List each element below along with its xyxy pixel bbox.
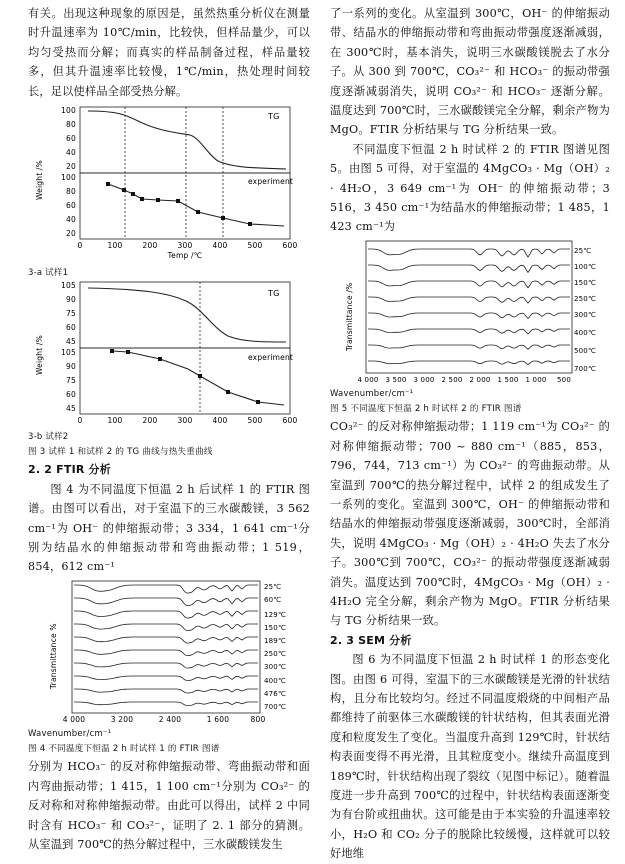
svg-text:150℃: 150℃	[264, 623, 287, 632]
svg-text:600: 600	[282, 241, 298, 251]
svg-text:4 000: 4 000	[357, 375, 379, 384]
svg-text:20: 20	[66, 162, 76, 172]
svg-text:500: 500	[557, 375, 571, 384]
spectrum-trace	[368, 361, 570, 365]
svg-text:60: 60	[66, 201, 76, 211]
figure-4	[28, 579, 310, 757]
svg-text:90: 90	[66, 295, 76, 305]
svg-text:TG: TG	[268, 289, 280, 299]
svg-text:experiment: experiment	[248, 353, 294, 363]
svg-text:250℃: 250℃	[574, 294, 597, 303]
figure-5	[330, 239, 610, 417]
svg-text:500℃: 500℃	[574, 346, 597, 355]
svg-text:40: 40	[66, 148, 76, 158]
svg-text:2 500: 2 500	[441, 375, 463, 384]
plot-frame	[80, 282, 290, 348]
paragraph: 了一系列的变化。从室温到 300℃，OH⁻ 的伸缩振动带、结晶水的伸缩振动带和弯曲振动带强度逐渐减弱，在 300℃时，基本消失，说明三水碳酸镁脱去了水分子。从 300 到 700℃，CO₃²⁻ 和 HCO₃⁻ 的振动带强度逐渐减弱消失，说明 CO₃²⁻ 和 HCO₃⁻ 逐渐分解。温度达到 700℃时，三水碳酸镁完全分解，剩余产物为 MgO。FTIR 分析结果与 TG 分析结果一致。	[330, 7, 610, 137]
spectrum-trace	[368, 297, 570, 303]
svg-text:75: 75	[66, 309, 76, 319]
svg-text:3 000: 3 000	[413, 375, 435, 384]
svg-text:800: 800	[250, 714, 266, 724]
svg-text:300: 300	[177, 241, 193, 251]
svg-text:150℃: 150℃	[574, 278, 597, 287]
chart-3b	[28, 280, 310, 430]
svg-text:100: 100	[61, 173, 76, 183]
svg-text:25℃: 25℃	[264, 582, 282, 591]
paragraph: CO₃²⁻ 的反对称伸缩振动带；1 119 cm⁻¹为 CO₃²⁻ 的对称伸缩振动带；700 ~ 880 cm⁻¹（885，853，796，744，713 cm⁻¹）为 CO₃²⁻ 的弯曲振动带。从室温到 700℃的热分解过程中，试样 2 的组成发生了一系列的变化。室温到 300℃，OH⁻ 的伸缩振动带和结晶水的伸缩振动带强度逐渐减弱，300℃时，全部消失，说明 4MgCO₃ · Mg（OH）₂ · 4H₂O 失去了水分子。300℃到 700℃，CO₃²⁻ 的振动带强度逐渐减弱消失。温度达到 700℃时，4MgCO₃ · Mg（OH）₂ · 4H₂O 完全分解，剩余产物为 MgO。FTIR 分析结果与 TG 分析结果一致。	[330, 420, 610, 628]
svg-text:75: 75	[66, 376, 76, 386]
tg-curve	[88, 111, 286, 169]
spectrum-trace	[74, 624, 258, 631]
figure-caption: 图 5 不同温度下恒温 2 h 时试样 2 的 FTIR 图谱	[330, 404, 522, 415]
svg-text:60℃: 60℃	[264, 595, 282, 604]
figure-caption: 图 3 试样 1 和试样 2 的 TG 曲线与热失重曲线	[28, 447, 213, 458]
svg-text:25℃: 25℃	[574, 246, 592, 255]
svg-text:250℃: 250℃	[264, 649, 287, 658]
svg-text:60: 60	[66, 390, 76, 400]
svg-text:476℃: 476℃	[264, 689, 287, 698]
svg-text:2 000: 2 000	[469, 375, 491, 384]
temperature-labels	[264, 583, 286, 711]
svg-text:200: 200	[142, 241, 158, 251]
svg-text:45: 45	[66, 337, 76, 347]
experiment-curve	[108, 184, 284, 226]
x-axis-label: Wavenumber/cm⁻¹	[28, 729, 112, 740]
svg-text:Transmittance %: Transmittance %	[49, 623, 58, 689]
ftir-chart-4	[28, 579, 310, 727]
spectrum-trace	[368, 329, 570, 334]
svg-text:90: 90	[66, 362, 76, 372]
section-heading: 2. 3 SEM 分析	[330, 633, 412, 647]
svg-text:300: 300	[177, 416, 193, 426]
svg-text:1 500: 1 500	[497, 375, 519, 384]
plot-frame	[366, 241, 572, 373]
y-axis-label: Weight /%	[35, 160, 44, 201]
tg-curve	[88, 288, 286, 342]
paragraph: 不同温度下恒温 2 h 时试样 2 的 FTIR 图谱见图 5。由图 5 可得，对于室温的 4MgCO₃ · Mg（OH）₂ · 4H₂O，3 649 cm⁻¹为 OH⁻ 的伸缩振动带；3 516，3 450 cm⁻¹为结晶水的伸缩振动带；1 485，1 423 cm⁻¹为	[330, 142, 610, 234]
paragraph: 图 6 为不同温度下恒温 2 h 时试样 1 的形态变化图。由图 6 可得，室温下的三水碳酸镁是光滑的针状结构，且分布比较均匀。经过不同温度煅烧的中间相产品都维持了前驱体三水碳酸镁的针状结构，但其表面光滑度和粒度发生了变化。当温度升高到 129℃时，针状结构表面变得不再光滑，且其粒度变小。继续升高温度到 189℃时，针状结构出现了裂纹（见图中标记）。随着温度进一步升高到 700℃的过程中，针状结构表面逐渐变为有台阶或扭曲状。这可能是由于本实验的升温速率较小，H₂O 和 CO₂ 分子的脱除比较缓慢，这样就可以较好地维	[330, 653, 610, 861]
spectrum-trace	[368, 281, 570, 288]
svg-text:500: 500	[247, 241, 263, 251]
spectrum-trace	[74, 650, 258, 656]
svg-text:0: 0	[77, 241, 83, 251]
paragraph: 有关。出现这种现象的原因是，虽然热重分析仪在测量时升温速率为 10℃/min，比较快，但样品量少，可以均匀受热而分解；而真实的样品制备过程，样品量较多，但其升温速率比较慢，1℃/min，热处理时间较长，足以使样品全部受热分解。	[28, 7, 310, 98]
svg-text:60: 60	[66, 134, 76, 144]
svg-text:400: 400	[212, 241, 228, 251]
svg-text:0: 0	[77, 416, 83, 426]
svg-text:20: 20	[66, 229, 76, 239]
svg-text:700℃: 700℃	[574, 364, 597, 373]
subfigure-caption: 3-a 试样1	[28, 268, 69, 279]
x-axis-label: Temp /℃	[167, 251, 203, 261]
figure-3	[28, 105, 310, 460]
svg-text:300℃: 300℃	[574, 310, 597, 319]
svg-text:3 200: 3 200	[110, 714, 134, 724]
svg-text:Transmittance /%: Transmittance /%	[345, 282, 354, 351]
subfigure-caption: 3-b 试样2	[28, 432, 69, 443]
ftir-chart-5	[330, 239, 610, 387]
spectrum-trace	[368, 265, 570, 272]
paragraph: 图 4 为不同温度下恒温 2 h 后试样 1 的 FTIR 图谱。由图可以看出，对于室温下的三水碳酸镁，3 562 cm⁻¹为 OH⁻ 的伸缩振动带；3 334，1 641 cm⁻¹分别为结晶水的伸缩振动带和弯曲振动带；1 519，854，612 cm⁻¹	[28, 482, 310, 574]
svg-text:500: 500	[247, 416, 263, 426]
svg-text:100: 100	[61, 106, 76, 116]
svg-text:129℃: 129℃	[264, 610, 287, 619]
spectrum-trace	[74, 663, 258, 668]
svg-text:3 500: 3 500	[385, 375, 407, 384]
svg-text:400℃: 400℃	[264, 676, 287, 685]
experiment-label: experiment	[248, 177, 294, 187]
tg-label: TG	[268, 112, 280, 122]
svg-text:80: 80	[66, 120, 76, 130]
figure-caption: 图 4 不同温度下恒温 2 h 时试样 1 的 FTIR 图谱	[28, 744, 220, 755]
svg-text:300℃: 300℃	[264, 662, 287, 671]
plot-frame	[72, 581, 260, 713]
svg-text:189℃: 189℃	[264, 636, 287, 645]
svg-text:2 400: 2 400	[158, 714, 182, 724]
left-column	[28, 4, 310, 854]
plot-frame	[80, 107, 290, 173]
spectrum-trace	[368, 249, 570, 257]
svg-text:1 600: 1 600	[206, 714, 230, 724]
spectrum-trace	[368, 313, 570, 319]
temperature-labels	[574, 247, 596, 373]
svg-text:100: 100	[107, 416, 123, 426]
svg-text:700℃: 700℃	[264, 702, 287, 711]
svg-text:400: 400	[212, 416, 228, 426]
svg-text:100℃: 100℃	[574, 262, 597, 271]
svg-text:600: 600	[282, 416, 298, 426]
paragraph: 分别为 HCO₃⁻ 的反对称伸缩振动带、弯曲振动带和面内弯曲振动带；1 415，1 100 cm⁻¹分别为 CO₃²⁻ 的反对称和对称伸缩振动带。由此可以得出，试样 2 中同时含有 HCO₃⁻ 和 CO₃²⁻，证明了 2. 1 部分的猜测。从室温到 700℃的热分解过程中，三水碳酸镁发生	[28, 760, 310, 851]
spectrum-trace	[74, 702, 258, 706]
svg-text:4 000: 4 000	[62, 714, 86, 724]
spectrum-trace	[74, 676, 258, 681]
spectrum-trace	[74, 611, 258, 618]
chart-3a	[28, 105, 310, 260]
svg-text:80: 80	[66, 187, 76, 197]
spectrum-trace	[74, 598, 258, 606]
svg-text:60: 60	[66, 323, 76, 333]
svg-text:Weight /%: Weight /%	[35, 335, 44, 376]
right-column	[330, 4, 610, 864]
svg-text:40: 40	[66, 215, 76, 225]
svg-text:100: 100	[107, 241, 123, 251]
svg-text:1 000: 1 000	[525, 375, 547, 384]
x-axis-label: Wavenumber/cm⁻¹	[330, 389, 414, 400]
spectrum-trace	[74, 689, 258, 693]
svg-text:200: 200	[142, 416, 158, 426]
spectrum-trace	[74, 637, 258, 643]
spectrum-trace	[368, 345, 570, 349]
svg-text:45: 45	[66, 404, 76, 414]
svg-text:400℃: 400℃	[574, 328, 597, 337]
section-heading: 2. 2 FTIR 分析	[28, 463, 111, 477]
svg-text:105: 105	[61, 348, 76, 358]
spectrum-trace	[74, 585, 258, 593]
svg-text:105: 105	[61, 281, 76, 291]
